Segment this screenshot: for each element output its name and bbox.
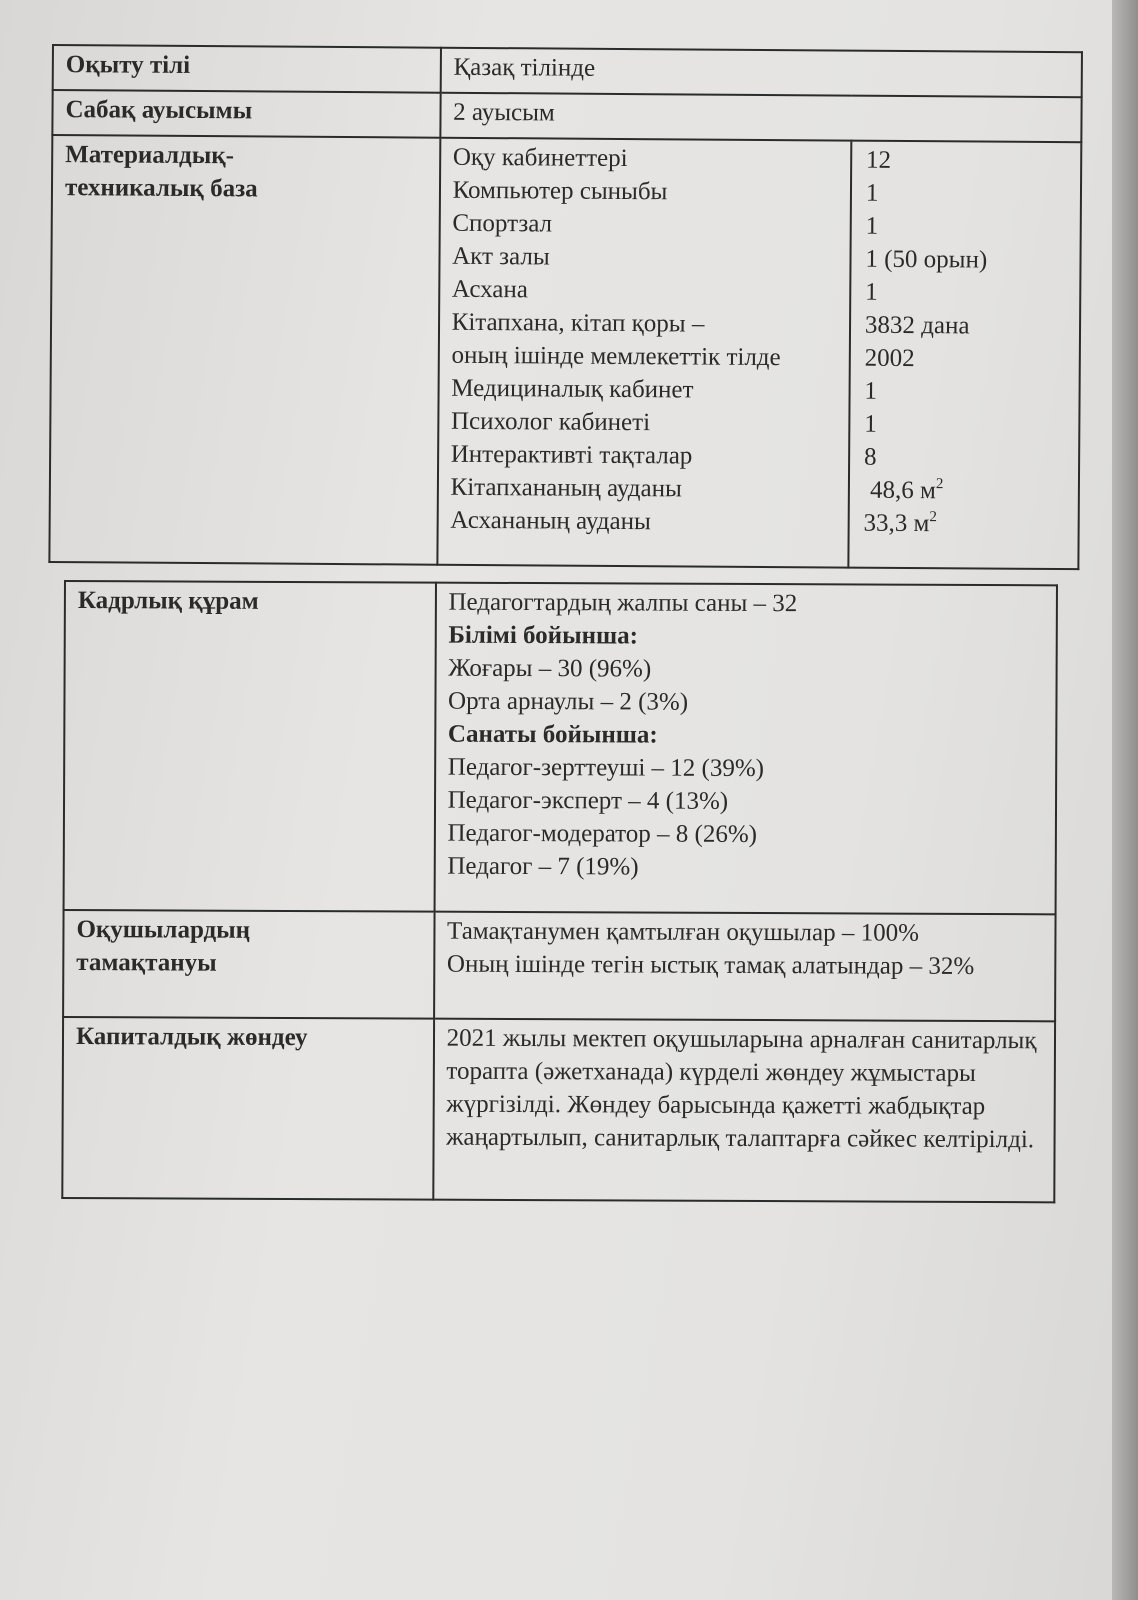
facility-value: 1 [864,377,878,405]
nutrition-line: Оның ішінде тегін ыстық тамақ алатындар – 32% [446,950,975,980]
facility-value: 12 [866,146,892,174]
facility-name: Оқу кабинеттері [452,143,628,173]
label-language: Оқыту тілі [53,45,441,93]
row-repair [62,1017,1055,1202]
category-item: Педагог-модератор – 8 (26%) [447,819,758,849]
label-staff: Кадрлық құрам [64,581,436,912]
row-nutrition [63,910,1055,1021]
facility-name: Медициналық кабинет [451,374,694,404]
category-item: Педагог-эксперт – 4 (13%) [447,786,729,815]
area-unit-sup: 2 [935,476,944,493]
facility-value-area [861,507,1067,541]
row-shift [52,90,1081,142]
school-info-table-bottom [61,580,1058,1203]
facility-name: Компьютер сыныбы [452,176,668,206]
area-value: 33,3 м [863,509,930,538]
facility-value: 2002 [864,344,915,373]
row-language [53,45,1082,97]
facility-name: Кітапхана, кітап қоры – [451,308,705,338]
staff-total: Педагогтардың жалпы саны – 32 [448,588,798,618]
label-nutrition [63,910,434,1019]
material-base-values [848,141,1081,570]
area-value: 48,6 м [869,476,936,505]
facility-name: Спортзал [452,209,553,238]
education-heading: Білімі бойынша: [448,621,639,650]
facility-name: оның ішінде мемлекеттік тілде [451,341,781,372]
facility-value-area [862,474,1068,508]
facility-name: Асхана [451,275,528,304]
repair-text: 2021 жылы мектеп оқушыларына арналған санитарлық торапта (әжетханада) күрделі жөндеу жұмыстары жүргізілді. Жөндеу барысында қажетті жабдықтар жаңартылып, санитарлық талаптарға сәйкес келтірілді. [446,1024,1037,1154]
staff-details [434,583,1057,915]
facility-name: Кітапхананың ауданы [450,473,682,503]
education-item: Жоғары – 30 (96%) [448,654,652,683]
facility-name: Асхананың ауданы [450,506,651,536]
school-info-table-top [48,44,1083,570]
facility-value: 3832 дана [864,311,970,340]
facility-value: 1 [865,212,879,240]
category-item: Педагог – 7 (19%) [447,852,639,881]
education-item: Орта арнаулы – 2 (3%) [448,687,689,716]
row-material-base [49,135,1081,569]
category-heading: Санаты бойынша: [447,720,658,749]
facility-value: 8 [863,443,877,471]
repair-details [433,1019,1055,1203]
monitor-edge [1112,0,1138,1600]
material-base-label: Материалдық-техникалық база [64,141,258,203]
row-staff [64,581,1057,914]
facility-value: 1 (50 орын) [865,245,988,274]
value-language: Қазақ тілінде [440,48,1082,97]
facility-value: 1 [865,278,878,306]
value-shift: 2 ауысым [440,93,1082,142]
nutrition-details [434,912,1056,1022]
nutrition-label: Оқушылардың тамақтануы [76,916,251,977]
label-shift: Сабақ ауысымы [52,90,440,138]
label-material-base [49,135,440,565]
facility-value: 1 [865,179,879,207]
facility-name: Психолог кабинеті [450,407,651,437]
facility-value: 1 [864,410,877,438]
material-base-names [437,138,851,568]
facility-name: Акт залы [452,242,550,271]
area-unit-sup: 2 [929,509,937,526]
facility-name: Интерактивті тақталар [450,440,693,470]
nutrition-line: Тамақтанумен қамтылған оқушылар – 100% [447,917,920,947]
label-repair: Капиталдық жөндеу [62,1017,433,1200]
category-item: Педагог-зерттеуші – 12 (39%) [447,753,765,783]
